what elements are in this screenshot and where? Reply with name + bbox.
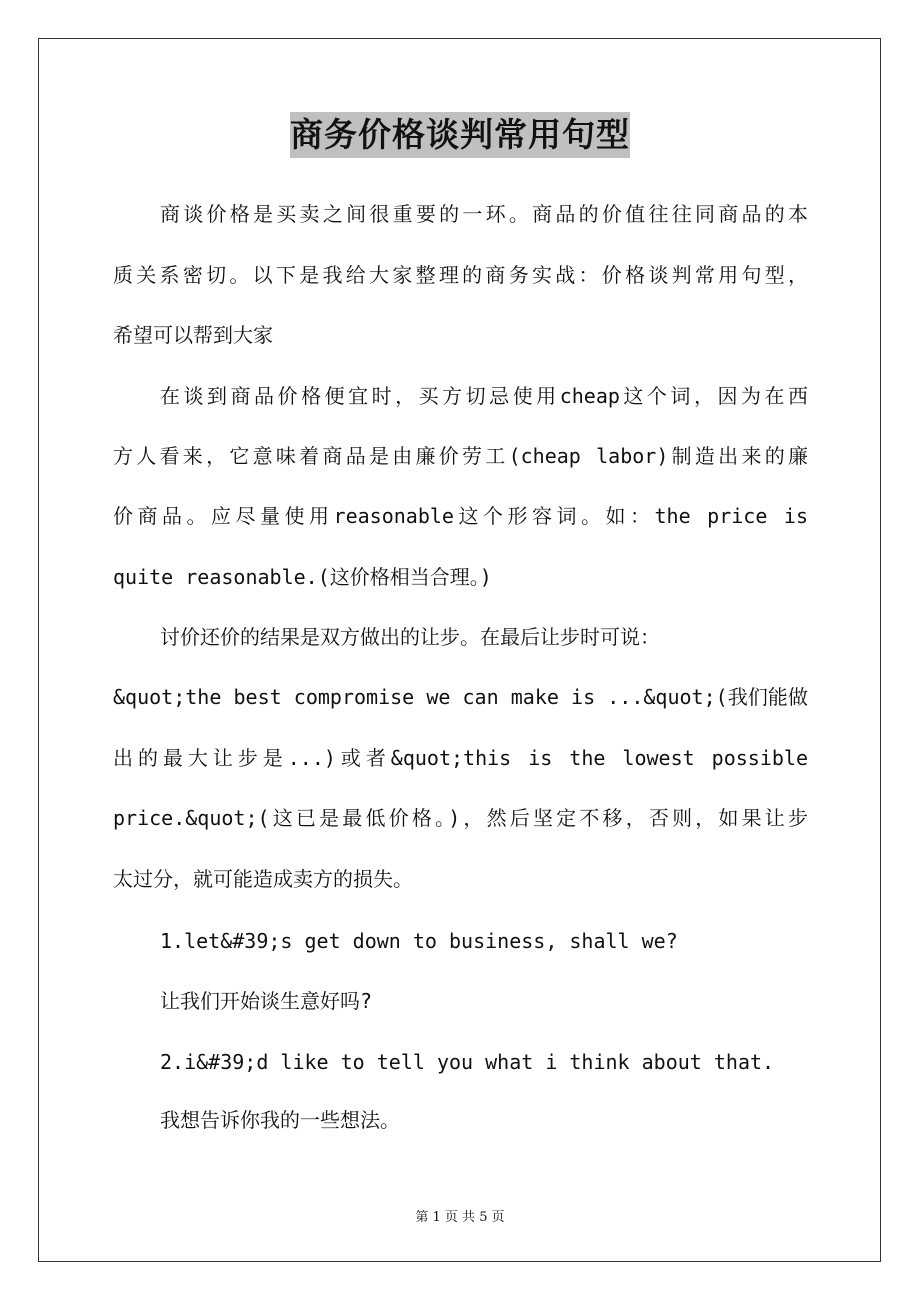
phrase-english: 1.let&#39;s get down to business, shall we? <box>160 929 678 953</box>
page-footer: 第 1 页 共 5 页 <box>415 1210 505 1225</box>
body-line: 价商品。应尽量使用reasonable这个形容词。如：the price is <box>113 504 808 528</box>
body-line: 在谈到商品价格便宜时，买方切忌使用cheap这个词，因为在西 <box>160 384 808 408</box>
phrase-chinese: 让我们开始谈生意好吗? <box>160 989 373 1013</box>
body-line: 方人看来，它意味着商品是由廉价劳工(cheap labor)制造出来的廉 <box>113 444 808 468</box>
body-line: price.&quot;(这已是最低价格。)，然后坚定不移，否则，如果让步 <box>113 806 808 830</box>
document-title: 商务价格谈判常用句型 <box>290 112 630 158</box>
body-line: quite reasonable.(这价格相当合理。) <box>113 565 492 589</box>
phrase-chinese: 我想告诉你我的一些想法。 <box>160 1108 400 1132</box>
body-line: 希望可以帮到大家 <box>113 323 273 347</box>
body-line: 商谈价格是买卖之间很重要的一环。商品的价值往往同商品的本 <box>160 202 808 226</box>
body-line: &quot;the best compromise we can make is ...&quot;(我们能做 <box>113 685 808 709</box>
body-line: 质关系密切。以下是我给大家整理的商务实战：价格谈判常用句型， <box>113 263 808 287</box>
phrase-english: 2.i&#39;d like to tell you what i think about that. <box>160 1050 775 1074</box>
body-line: 太过分，就可能造成卖方的损失。 <box>113 867 413 891</box>
body-line: 讨价还价的结果是双方做出的让步。在最后让步时可说： <box>160 625 660 649</box>
body-line: 出的最大让步是...)或者&quot;this is the lowest possible <box>113 746 808 770</box>
